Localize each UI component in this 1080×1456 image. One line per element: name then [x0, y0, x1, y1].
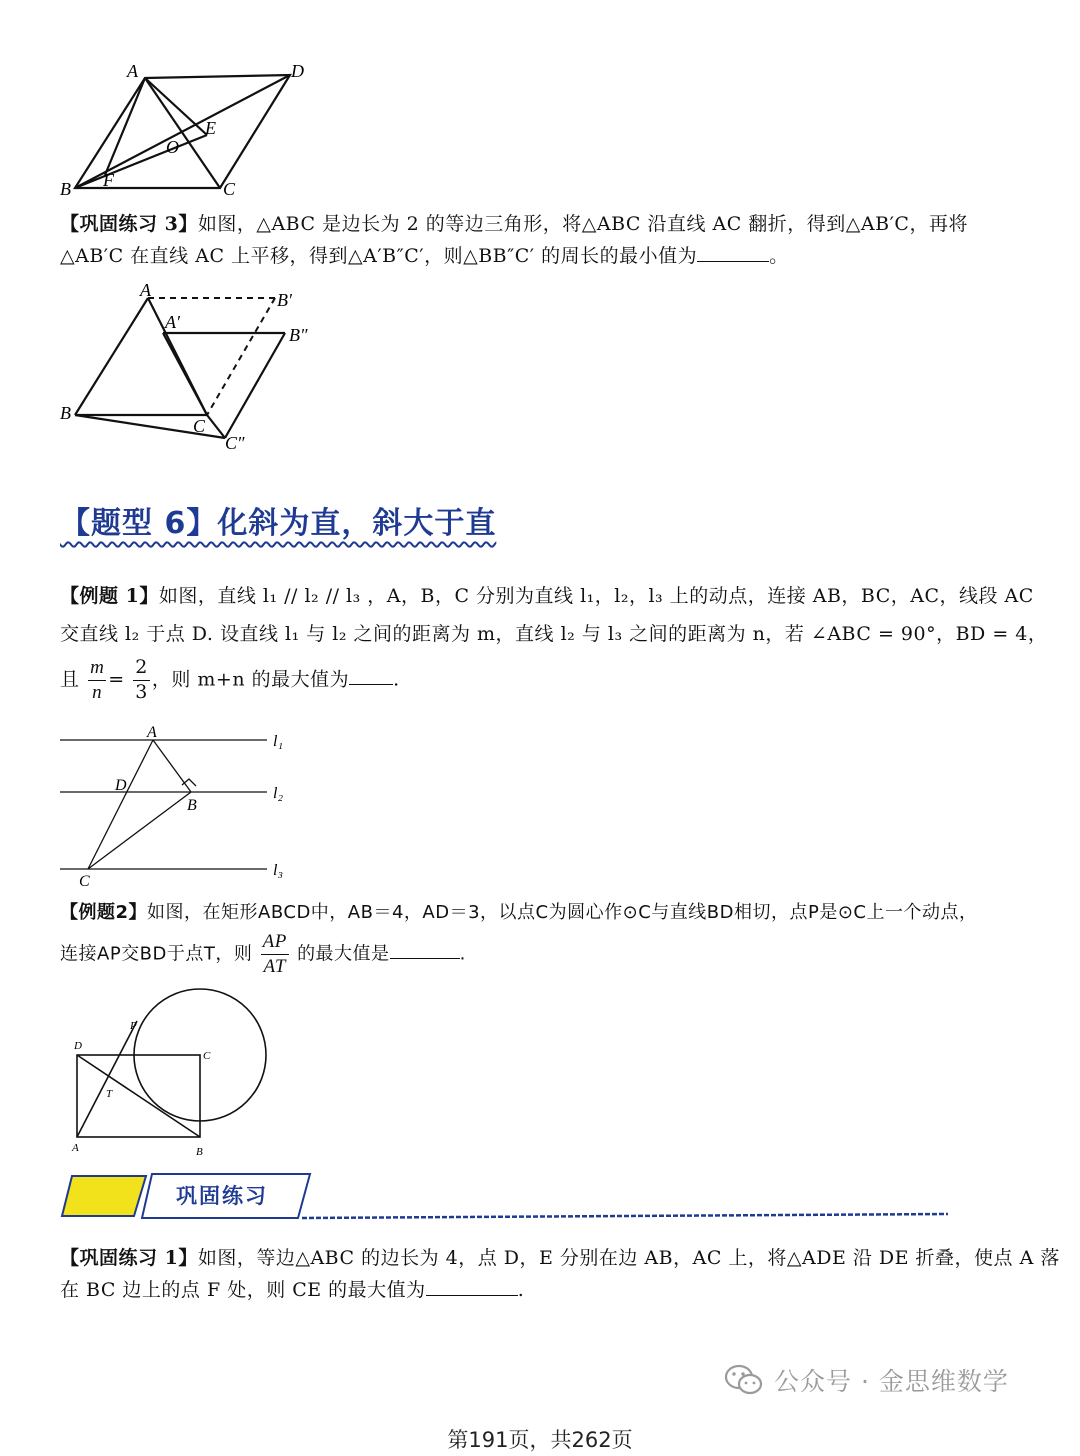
practice1-text2: 在 BC 边上的点 F 处，则 CE 的最大值为 [60, 1279, 426, 1301]
example1-and: 且 [60, 668, 80, 691]
label-B: B [60, 179, 71, 199]
example2-text2: 连接AP交BD于点T，则 [60, 943, 253, 965]
practice1-tag: 【巩固练习 1】 [60, 1247, 198, 1269]
label-E: E [205, 118, 216, 138]
label-B: B [187, 797, 197, 814]
label-A: A [140, 280, 151, 300]
example2-line1 [60, 898, 1030, 929]
practice3-end: 。 [769, 245, 789, 268]
label-T: T [106, 1088, 113, 1100]
label-B-double-prime: B″ [289, 325, 308, 345]
example1-line2: 交直线 l₂ 于点 D. 设直线 l₁ 与 l₂ 之间的距离为 m，直线 l₂ 与 l₃ 之间的距离为 n，若 ∠ABC = 90°，BD = 4， [60, 623, 1048, 645]
practice1-end: . [517, 1279, 525, 1301]
fraction-m-over-n [88, 656, 106, 705]
example2-tag: 【例题2】 [60, 902, 148, 923]
section-title: 【题型 6】化斜为直，斜大于直 [60, 506, 497, 541]
consolidate-badge-label: 巩固练习 [176, 1184, 268, 1208]
example1-question: ，则 m+n 的最大值为 [151, 668, 350, 691]
frac-num-AP: AP [261, 930, 289, 955]
frac-num-m: m [88, 656, 106, 681]
wechat-watermark [724, 1362, 1009, 1398]
label-B: B [196, 1146, 203, 1158]
frac-den-n: n [92, 681, 103, 703]
frac-den-AT: AT [263, 955, 286, 977]
fraction-AP-over-AT [261, 930, 289, 979]
label-l3: l₃ [273, 862, 284, 879]
label-P: P [130, 1020, 137, 1032]
answer-blank[interactable] [426, 1276, 518, 1296]
label-C: C [203, 1050, 211, 1062]
label-C: C [223, 179, 236, 199]
practice3-paragraph [60, 208, 1030, 273]
label-C: C [193, 416, 206, 436]
label-B-prime: B′ [277, 290, 292, 310]
label-A: A [147, 724, 157, 741]
label-D: D [115, 777, 127, 794]
example1-line3 [60, 656, 1030, 705]
example1-tag: 【例题 1】 [60, 585, 159, 607]
answer-blank[interactable] [349, 665, 393, 685]
dashed-divider [302, 1214, 948, 1218]
figure-parallelogram [55, 55, 325, 205]
label-l2: l₂ [273, 785, 284, 802]
example2-text1: 如图，在矩形ABCD中，AB＝4，AD＝3，以点C为圆心作⊙C与直线BD相切，点P是⊙C上一个动点， [147, 902, 978, 923]
yellow-parallelogram [62, 1176, 146, 1216]
example2-end: . [459, 943, 466, 965]
equals-sign: = [108, 668, 125, 691]
label-A: A [72, 1142, 79, 1154]
frac-den-3: 3 [135, 680, 148, 703]
watermark-text: 公众号 · 金思维数学 [774, 1367, 1009, 1396]
answer-blank[interactable] [390, 940, 460, 959]
wechat-icon [724, 1363, 764, 1397]
example1-text1: 如图，直线 l₁ // l₂ // l₃ ，A，B，C 分别为直线 l₁，l₂，l₃ 上的动点，连接 AB，BC，AC，线段 AC [158, 585, 1034, 607]
practice3-tag: 【巩固练习 3】 [60, 213, 198, 235]
practice3-text: 如图，△ABC 是边长为 2 的等边三角形，将△ABC 沿直线 AC 翻折，得到△AB′C，再将△AB′C 在直线 AC 上平移，得到△A′B″C′，则△BB″C′ 的周长的最小值为 [60, 213, 968, 268]
label-C-double-prime: C″ [225, 433, 245, 453]
example2-line2 [60, 930, 1030, 979]
page-footer: 第191页，共262页 [447, 1428, 633, 1452]
frac-num-2: 2 [133, 656, 150, 681]
figure-parallel-lines [55, 722, 305, 892]
fraction-2-over-3 [133, 656, 150, 705]
label-C: C [79, 873, 90, 890]
label-A: A [127, 61, 138, 81]
label-F: F [103, 170, 114, 190]
label-l1: l₁ [273, 733, 284, 750]
practice1-text1: 如图，等边△ABC 的边长为 4，点 D，E 分别在边 AB，AC 上，将△ADE 沿 DE 折叠，使点 A 落 [197, 1247, 1060, 1269]
example1-line1 [60, 580, 1034, 612]
practice1-line1 [60, 1242, 1060, 1274]
label-D: D [291, 61, 304, 81]
label-A-prime: A′ [165, 312, 180, 332]
label-O: O [166, 137, 179, 157]
label-D: D [74, 1040, 82, 1052]
label-B: B [60, 403, 71, 423]
example1-end: . [393, 668, 400, 691]
answer-blank[interactable] [697, 242, 769, 262]
figure-rectangle-circle [60, 985, 280, 1160]
example2-question: 的最大值是 [297, 943, 390, 965]
figure-translation [55, 278, 345, 458]
practice1-line2 [60, 1274, 1030, 1306]
